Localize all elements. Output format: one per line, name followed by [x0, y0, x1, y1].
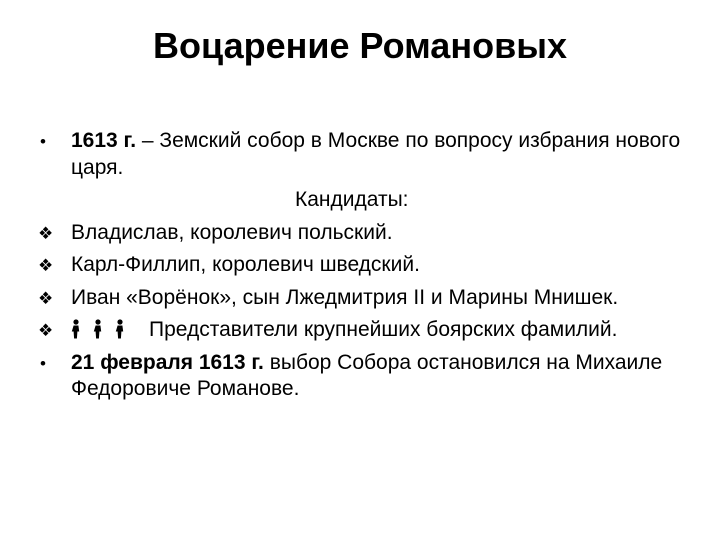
- bullet-marker: •: [40, 353, 46, 373]
- list-item: [40, 350, 710, 403]
- list-item: [40, 285, 710, 312]
- item-text: Представители крупнейших боярских фамилий.: [149, 318, 618, 341]
- item-text: Владислав, королевич польский.: [71, 220, 393, 244]
- diamond-bullet-icon: ❖: [38, 288, 54, 308]
- list-item: [40, 128, 710, 181]
- list-item: [40, 317, 710, 344]
- list-item: [40, 220, 710, 247]
- item-text: – Земский собор в Москве по вопросу избрания нового царя.: [71, 129, 681, 179]
- list-item: [40, 252, 710, 279]
- date-bold: 1613 г.: [71, 129, 137, 152]
- diamond-bullet-icon: ❖: [38, 321, 54, 340]
- diamond-bullet-icon: ❖: [38, 256, 54, 275]
- diamond-bullet-icon: ❖: [38, 223, 54, 243]
- item-text: выбор Собора остановился на Михаиле Федоровиче Романове.: [71, 350, 663, 400]
- bullet-marker: •: [40, 132, 46, 151]
- slide-title: Воцарение Романовых: [153, 25, 567, 66]
- item-text: Иван «Ворёнок», сын Лжедмитрия II и Марины Мнишек.: [71, 285, 619, 309]
- slide-content: [40, 128, 710, 409]
- item-text: Карл-Филлип, королевич шведский.: [71, 253, 420, 276]
- date-bold: 21 февраля 1613 г.: [71, 350, 264, 374]
- candidates-heading: Кандидаты:: [295, 188, 409, 211]
- three-person-figures-icon: [71, 319, 143, 339]
